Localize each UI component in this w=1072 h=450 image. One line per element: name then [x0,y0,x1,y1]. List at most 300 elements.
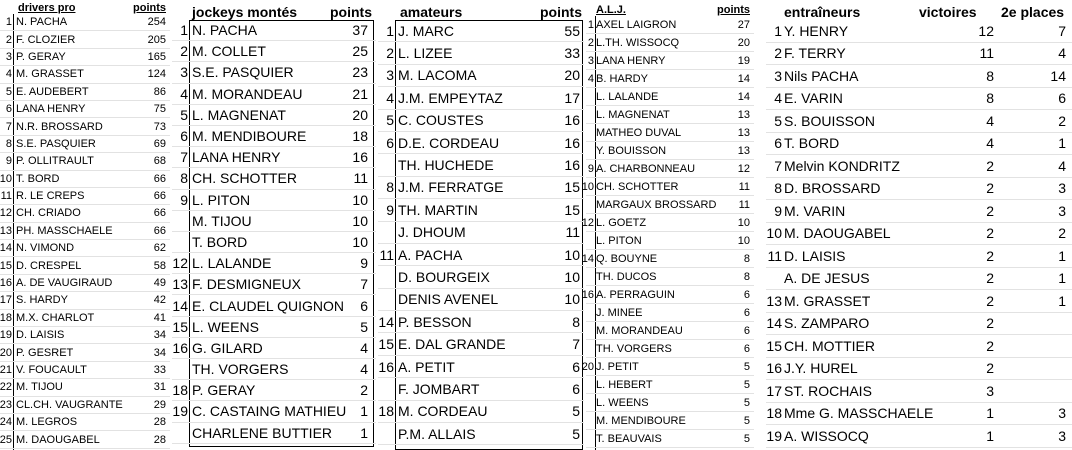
table-row [172,253,376,274]
alj-cell-rank [586,430,594,447]
alj-cell-rank [586,106,594,123]
jockeys-header [172,0,376,20]
table-row [0,223,170,240]
trainers-cell-wins: 8 [986,90,994,107]
drivers-cell-rank: 4 [5,68,12,81]
alj-cell-rank [586,196,594,213]
trainers-cell-rank: 4 [774,90,782,107]
table-row [378,199,584,221]
drivers-header-points: points [133,2,166,14]
drivers-cell-rank: 19 [0,329,12,342]
alj-cell-name: TH. VORGERS [596,342,672,355]
alj-cell-rank: 1 [587,18,594,31]
trainers-cell-wins: 1 [986,405,994,422]
amateurs-cell-rank [378,423,394,444]
trainers-cell-wins: 2 [986,315,994,332]
table-row [172,20,376,41]
table-row [0,327,170,344]
alj-cell-points: 5 [743,360,750,373]
amateurs-cell-name: E. DAL GRANDE [398,336,506,353]
drivers-cell-points: 68 [153,155,166,168]
trainers-cell-name: ST. ROCHAIS [784,382,872,399]
amateurs-cell-name: TH. HUCHEDE [398,157,494,174]
table-row [0,153,170,170]
table-row [581,214,754,232]
table-row [766,200,1072,223]
table-row [766,245,1072,268]
trainers-header-wins: victoires [919,4,977,20]
amateurs-cell-rank: 16 [378,358,394,375]
alj-cell-rank: 12 [581,216,594,229]
drivers-cell-rank: 20 [0,346,12,359]
amateurs-cell-rank: 6 [386,134,394,151]
amateurs-cell-rank [378,222,394,243]
table-row [172,295,376,316]
alj-cell-points: 11 [738,180,750,193]
trainers-cell-wins: 1 [986,427,994,444]
jockeys-cell-rank: 18 [172,382,188,399]
table-row [378,333,584,355]
table-row [378,110,584,132]
amateurs-cell-points: 55 [564,22,580,39]
alj-cell-name: L. GOETZ [596,216,647,229]
trainers-cell-wins: 2 [986,360,994,377]
table-row [0,240,170,257]
drivers-cell-points: 49 [153,277,166,290]
drivers-cell-name: F. CLOZIER [16,33,76,46]
trainers-cell-name: D. LAISIS [784,247,846,264]
alj-cell-points: 10 [737,234,750,247]
table-row [766,133,1072,156]
table-row [766,425,1072,448]
drivers-cell-rank: 8 [5,137,12,150]
table-row [172,147,376,168]
table-row [766,380,1072,403]
jockeys-cell-name: M. TIJOU [192,212,252,229]
trainers-cell-name: A. DE JESUS [784,270,870,287]
jockeys-cell-name: M. MENDIBOURE [192,128,307,145]
table-row [0,31,170,48]
alj-cell-points: 5 [743,396,750,409]
alj-header-points: points [717,4,750,16]
table-row [586,232,754,250]
trainers-header-name: entraîneurs [784,4,861,20]
trainers-cell-name: E. VARIN [784,90,843,107]
drivers-cell-points: 66 [153,190,166,203]
alj-cell-name: AXEL LAIGRON [596,18,677,31]
trainers-cell-name: M. VARIN [784,202,846,219]
trainers-cell-name: M. DAOUGABEL [784,225,891,242]
drivers-cell-points: 58 [153,259,166,272]
table-row [172,359,376,380]
trainers-cell-rank: 18 [766,405,782,422]
alj-cell-name: L.TH. WISSOCQ [596,36,680,49]
table-row [172,126,376,147]
drivers-cell-name: E. AUDEBERT [16,85,89,98]
table-row [378,87,584,109]
drivers-cell-rank: 3 [5,50,12,63]
jockeys-cell-points: 37 [352,22,368,39]
table-row [172,317,376,338]
trainers-header [766,0,1072,20]
alj-cell-rank: 14 [581,252,594,265]
jockeys-cell-points: 18 [352,128,368,145]
table-row [378,132,584,154]
drivers-cell-points: 34 [153,346,166,359]
amateurs-cell-rank: 15 [378,336,394,353]
jockeys-cell-rank: 1 [180,22,188,39]
amateurs-header-points: points [540,4,582,20]
table-row [172,232,376,253]
jockeys-cell-points: 25 [352,43,368,60]
amateurs-cell-name: M. LACOMA [398,67,477,84]
table-row [0,49,170,66]
drivers-cell-points: 66 [153,207,166,220]
trainers-cell-rank: 1 [774,22,782,39]
alj-cell-points: 13 [737,126,750,139]
drivers-cell-points: 33 [153,364,166,376]
amateurs-cell-name: D. BOURGEIX [398,268,490,285]
amateurs-cell-name: J.M. EMPEYTAZ [398,89,503,106]
trainers-cell-second: 4 [1058,157,1066,174]
table-row [766,268,1072,291]
drivers-cell-rank: 14 [0,242,12,255]
jockeys-cell-points: 10 [352,212,368,229]
drivers-cell-name: M.X. CHARLOT [16,311,95,324]
amateurs-cell-points: 20 [564,67,580,84]
amateurs-cell-name: J. DHOUM [398,224,466,241]
trainers-cell-name: J.Y. HUREL [784,360,858,377]
jockeys-cell-name: N. PACHA [192,22,258,39]
table-row [0,257,170,274]
trainers-cell-rank: 11 [767,247,782,264]
amateurs-cell-points: 5 [572,425,580,442]
table-row [378,244,584,266]
table-row [581,358,754,376]
table-row [172,423,376,444]
amateurs-cell-rank: 5 [386,112,394,129]
jockeys-table [172,0,376,450]
table-row [586,196,754,214]
table-row [586,70,754,88]
alj-cell-name: L. HEBERT [596,378,653,391]
jockeys-cell-points: 4 [360,339,368,356]
alj-cell-rank: 10 [581,180,594,193]
alj-cell-rank: 16 [581,288,594,301]
alj-cell-rank [586,268,594,285]
table-row [766,178,1072,201]
trainers-cell-wins: 11 [979,45,994,62]
alj-header [586,0,754,16]
jockeys-cell-rank: 16 [172,339,188,356]
trainers-header-second: 2e places [1001,4,1065,20]
jockeys-cell-points: 16 [352,149,368,166]
jockeys-cell-points: 20 [352,106,368,123]
table-row [586,430,754,448]
trainers-cell-second: 1 [1058,270,1066,287]
drivers-cell-name: S. HARDY [16,294,68,307]
table-row [586,160,754,178]
table-row [0,310,170,327]
alj-cell-name: Y. BOUISSON [596,144,667,157]
jockeys-cell-points: 2 [360,382,368,399]
trainers-cell-rank: 17 [766,382,782,399]
table-row [586,394,754,412]
drivers-pro-table [0,0,170,450]
alj-cell-points: 13 [737,144,750,157]
drivers-cell-name: R. LE CREPS [16,190,85,203]
trainers-cell-name: Mme G. MASSCHAELE [784,405,934,422]
drivers-cell-name: LANA HENRY [16,103,86,116]
table-row [0,66,170,83]
trainers-cell-name: Melvin KONDRITZ [784,157,900,174]
drivers-cell-rank: 22 [0,381,12,394]
amateurs-cell-name: D.E. CORDEAU [398,134,500,151]
alj-cell-rank: 2 [587,36,594,49]
alj-rows [581,16,754,448]
amateurs-cell-points: 5 [572,403,580,420]
table-row [378,401,584,423]
table-row [766,290,1072,313]
trainers-cell-second: 3 [1058,202,1066,219]
trainers-cell-wins: 4 [986,135,994,152]
jockeys-cell-rank: 7 [180,149,188,166]
jockeys-cell-points: 21 [352,85,368,102]
table-row [766,88,1072,111]
amateurs-cell-name: L. LIZEE [398,45,453,62]
amateurs-cell-rank: 18 [378,403,394,420]
jockeys-cell-points: 10 [352,233,368,250]
alj-table [581,0,754,450]
jockeys-cell-name: L. PITON [192,191,251,208]
amateurs-cell-name: DENIS AVENEL [398,291,499,308]
trainers-cell-name: T. BORD [784,135,840,152]
table-row [586,340,754,358]
table-row [378,20,584,42]
drivers-cell-points: 66 [153,172,166,185]
drivers-cell-points: 62 [153,242,166,255]
drivers-cell-name: N. PACHA [16,16,68,29]
amateurs-cell-rank: 4 [386,89,394,106]
jockeys-cell-rank: 4 [180,85,188,102]
drivers-cell-points: 31 [153,381,166,394]
table-row [0,275,170,292]
amateurs-cell-points: 16 [564,112,580,129]
jockeys-cell-points: 7 [360,276,368,293]
table-row [172,274,376,295]
amateurs-cell-rank: 8 [386,179,394,196]
alj-cell-points: 19 [737,54,750,67]
drivers-cell-name: M. LEGROS [16,416,78,429]
jockeys-cell-name: CHARLENE BUTTIER [192,424,333,441]
alj-cell-points: 6 [743,324,750,337]
drivers-cell-points: 124 [147,68,166,81]
alj-cell-rank [586,322,594,339]
table-row [378,266,584,288]
trainers-cell-wins: 8 [986,67,994,84]
alj-cell-points: 12 [737,162,750,175]
table-row [0,292,170,309]
alj-cell-rank [586,142,594,159]
trainers-cell-second: 2 [1058,225,1066,242]
alj-cell-name: J. PETIT [596,360,639,373]
table-row [378,356,584,378]
jockeys-cell-name: L. LALANDE [192,255,272,272]
alj-cell-name: T. BEAUVAIS [596,432,662,445]
trainers-cell-second: 6 [1058,90,1066,107]
alj-cell-points: 6 [743,306,750,319]
drivers-cell-rank: 17 [0,294,12,307]
trainers-cell-name: A. WISSOCQ [784,427,869,444]
drivers-cell-name: T. BORD [16,172,60,185]
amateurs-cell-rank: 3 [386,67,394,84]
jockeys-cell-rank [172,232,188,252]
jockeys-cell-name: P. GERAY [192,382,256,399]
drivers-cell-name: M. GRASSET [16,68,84,81]
jockeys-cell-name: L. MAGNENAT [192,106,286,123]
amateurs-header [378,0,584,20]
alj-cell-name: MARGAUX BROSSARD [596,198,717,211]
trainers-cell-second: 1 [1058,135,1066,152]
alj-cell-rank [586,88,594,105]
alj-cell-points: 13 [737,108,750,121]
alj-cell-rank [586,394,594,411]
amateurs-cell-rank: 2 [386,45,394,62]
table-row [586,52,754,70]
jockeys-cell-name: TH. VORGERS [192,361,289,378]
table-row [172,211,376,232]
drivers-cell-points: 69 [153,137,166,150]
table-row [586,376,754,394]
table-row [0,414,170,431]
drivers-cell-points: 75 [153,103,166,116]
trainers-cell-rank: 10 [766,225,782,242]
amateurs-cell-points: 10 [564,268,580,285]
trainers-cell-rank: 2 [774,45,782,62]
table-row [0,362,170,379]
trainers-cell-second: 3 [1058,180,1066,197]
jockeys-header-name: jockeys montés [192,4,298,20]
table-row [581,178,754,196]
alj-cell-points: 8 [743,252,750,265]
table-row [0,14,170,31]
table-row [0,431,170,448]
jockeys-cell-points: 1 [360,424,368,441]
jockeys-cell-name: M. MORANDEAU [192,85,303,102]
drivers-cell-points: 41 [153,311,166,324]
alj-cell-points: 14 [737,72,750,85]
drivers-cell-name: M. DAOUGABEL [16,433,100,446]
drivers-cell-name: P. OLLITRAULT [16,155,94,168]
amateurs-cell-points: 6 [572,358,580,375]
table-row [378,42,584,64]
drivers-cell-name: P. GESRET [16,346,74,359]
drivers-cell-points: 28 [153,416,166,429]
amateurs-cell-rank [378,154,394,175]
drivers-header [0,0,170,14]
drivers-cell-rank: 7 [5,120,12,133]
drivers-cell-points: 165 [147,50,166,63]
table-row [766,110,1072,133]
alj-cell-points: 20 [737,36,750,49]
trainers-cell-wins: 2 [986,180,994,197]
trainers-cell-second: 3 [1058,405,1066,422]
trainers-cell-second: 3 [1058,427,1066,444]
trainers-cell-wins: 3 [986,382,994,399]
jockeys-cell-rank [172,359,188,379]
amateurs-cell-name: P.M. ALLAIS [398,425,476,442]
table-row [378,154,584,176]
table-row [0,171,170,188]
drivers-cell-name: D. CRESPEL [16,259,82,272]
table-row [172,168,376,189]
jockeys-cell-rank [172,423,188,443]
drivers-header-name: drivers pro [18,2,76,14]
table-row [172,190,376,211]
alj-cell-name: M. MENDIBOURE [596,414,686,427]
amateurs-cell-name: J.M. FERRATGE [398,179,504,196]
drivers-cell-rank: 9 [5,155,12,168]
amateurs-table [378,0,584,450]
drivers-cell-name: N. VIMOND [16,242,75,255]
table-row [766,20,1072,43]
table-row [0,188,170,205]
alj-cell-rank [586,232,594,249]
alj-cell-rank [586,340,594,357]
trainers-rows [766,20,1072,448]
jockeys-cell-name: LANA HENRY [192,149,281,166]
trainers-cell-wins: 2 [986,270,994,287]
drivers-cell-name: PH. MASSCHAELE [16,224,113,237]
alj-cell-points: 11 [738,198,750,211]
amateurs-cell-name: F. JOMBART [398,380,480,397]
trainers-cell-second: 14 [1050,67,1066,84]
table-row [586,268,754,286]
alj-cell-rank: 20 [581,360,594,373]
trainers-cell-rank: 13 [766,292,782,309]
table-row [0,84,170,101]
table-row [172,41,376,62]
jockeys-cell-points: 23 [352,64,368,81]
trainers-cell-second: 7 [1058,22,1066,39]
table-row [766,43,1072,66]
drivers-cell-rank: 23 [0,398,12,411]
trainers-cell-second [996,380,1066,402]
table-row [378,423,584,445]
trainers-cell-second: 4 [1058,45,1066,62]
trainers-cell-name: CH. MOTTIER [784,337,875,354]
drivers-cell-points: 86 [153,85,166,98]
table-row [766,358,1072,381]
drivers-cell-points: 205 [147,33,166,46]
jockeys-cell-name: S.E. PASQUIER [192,64,294,81]
drivers-cell-rank: 2 [5,33,12,46]
table-row [586,16,754,34]
jockeys-cell-points: 4 [360,361,368,378]
amateurs-cell-name: A. PACHA [398,246,463,263]
drivers-cell-rank: 21 [0,364,12,376]
amateurs-cell-name: M. CORDEAU [398,403,488,420]
drivers-cell-rank: 24 [0,416,12,429]
drivers-cell-points: 66 [153,224,166,237]
drivers-cell-rank: 11 [0,190,12,203]
table-row [586,34,754,52]
amateurs-cell-name: J. MARC [398,22,454,39]
table-row [172,401,376,422]
table-row [586,124,754,142]
drivers-cell-name: V. FOUCAULT [16,364,87,376]
alj-cell-rank: 4 [587,72,594,85]
